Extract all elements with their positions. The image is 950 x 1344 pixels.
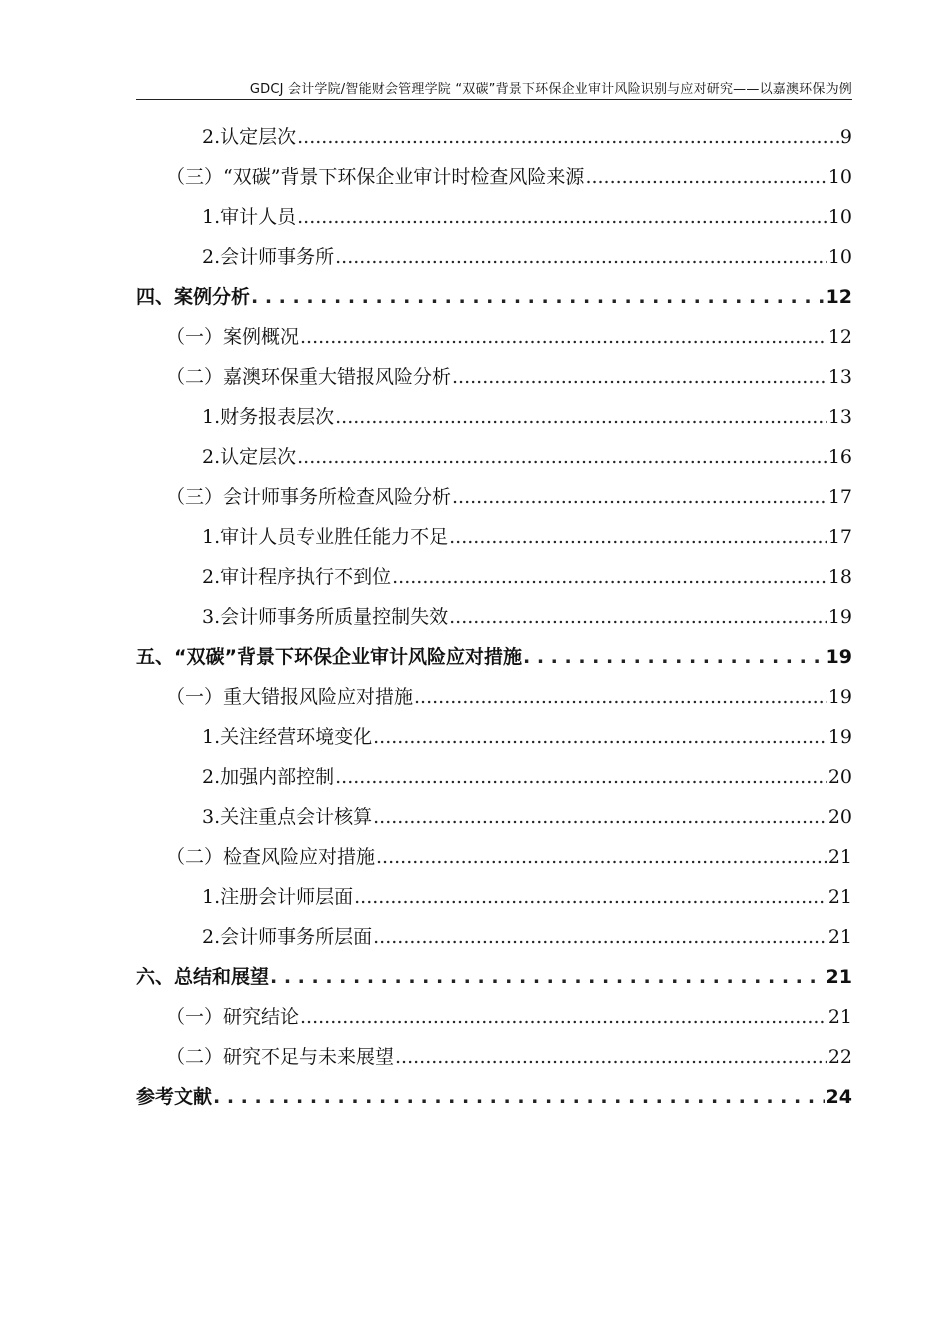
toc-entry-title: （三）会计师事务所检查风险分析	[166, 486, 452, 508]
toc-entry-page-number: 21	[827, 926, 852, 948]
toc-entry[interactable]	[136, 997, 852, 1037]
toc-dot-leader	[414, 677, 827, 717]
toc-entry-title: （一）重大错报风险应对措施	[166, 686, 414, 708]
toc-entry[interactable]	[136, 357, 852, 397]
toc-entry-title: 2.会计师事务所	[202, 246, 335, 268]
toc-entry-page-number: 10	[827, 166, 852, 188]
toc-entry[interactable]	[136, 837, 852, 877]
toc-entry-title: 五、“双碳”背景下环保企业审计风险应对措施	[136, 646, 522, 668]
toc-entry-title: 1.关注经营环境变化	[202, 726, 373, 748]
toc-entry[interactable]	[136, 237, 852, 277]
toc-entry-page-number: 10	[827, 246, 852, 268]
toc-dot-leader	[449, 597, 827, 637]
toc-entry-page-number: 22	[827, 1046, 852, 1068]
toc-entry[interactable]	[136, 197, 852, 237]
toc-entry-title: 3.关注重点会计核算	[202, 806, 373, 828]
toc-entry-page-number: 19	[825, 646, 852, 668]
toc-dot-leader	[449, 517, 827, 557]
toc-dot-leader	[523, 637, 825, 677]
toc-entry-title: （一）案例概况	[166, 326, 300, 348]
toc-entry-page-number: 13	[827, 366, 852, 388]
toc-entry-page-number: 21	[827, 1006, 852, 1028]
toc-entry-page-number: 17	[827, 526, 852, 548]
toc-dot-leader	[335, 237, 827, 277]
toc-entry-title: （二）嘉澳环保重大错报风险分析	[166, 366, 452, 388]
toc-dot-leader	[270, 957, 825, 997]
toc-dot-leader	[297, 197, 827, 237]
toc-dot-leader	[373, 917, 827, 957]
toc-entry-page-number: 10	[827, 206, 852, 228]
toc-entry-title: （二）检查风险应对措施	[166, 846, 376, 868]
toc-dot-leader	[376, 837, 827, 877]
toc-entry-title: （一）研究结论	[166, 1006, 300, 1028]
toc-entry-page-number: 19	[827, 686, 852, 708]
toc-dot-leader	[452, 357, 827, 397]
toc-entry[interactable]	[136, 797, 852, 837]
toc-dot-leader	[297, 437, 827, 477]
toc-dot-leader	[373, 797, 827, 837]
toc-entry-page-number: 16	[827, 446, 852, 468]
toc-entry[interactable]	[136, 597, 852, 637]
toc-entry-page-number: 9	[839, 126, 852, 148]
header-divider	[136, 99, 852, 100]
toc-entry-title: 2.认定层次	[202, 446, 297, 468]
toc-entry[interactable]	[136, 437, 852, 477]
toc-entry[interactable]	[136, 397, 852, 437]
toc-entry[interactable]	[136, 757, 852, 797]
toc-entry-page-number: 21	[827, 846, 852, 868]
toc-dot-leader	[354, 877, 827, 917]
toc-entry-title: 2.加强内部控制	[202, 766, 335, 788]
toc-entry[interactable]	[136, 117, 852, 157]
toc-entry[interactable]	[136, 477, 852, 517]
toc-entry-page-number: 20	[827, 806, 852, 828]
toc-entry[interactable]	[136, 317, 852, 357]
toc-entry[interactable]	[136, 957, 852, 997]
toc-entry[interactable]	[136, 917, 852, 957]
toc-entry-page-number: 12	[827, 326, 852, 348]
toc-entry-title: 1.财务报表层次	[202, 406, 335, 428]
toc-entry-title: （二）研究不足与未来展望	[166, 1046, 395, 1068]
toc-dot-leader	[335, 757, 827, 797]
toc-entry-title: 参考文献	[136, 1086, 213, 1108]
toc-dot-leader	[213, 1077, 825, 1117]
toc-entry-title: 2.会计师事务所层面	[202, 926, 373, 948]
toc-entry-title: 1.审计人员专业胜任能力不足	[202, 526, 449, 548]
toc-entry-page-number: 19	[827, 726, 852, 748]
toc-entry-title: 1.注册会计师层面	[202, 886, 354, 908]
toc-entry[interactable]	[136, 1077, 852, 1117]
toc-entry[interactable]	[136, 637, 852, 677]
toc-entry[interactable]	[136, 517, 852, 557]
toc-entry-page-number: 13	[827, 406, 852, 428]
toc-entry[interactable]	[136, 157, 852, 197]
toc-entry-title: 2.审计程序执行不到位	[202, 566, 392, 588]
toc-entry[interactable]	[136, 717, 852, 757]
toc-dot-leader	[335, 397, 827, 437]
toc-dot-leader	[395, 1037, 827, 1077]
table-of-contents	[136, 117, 852, 1117]
toc-dot-leader	[392, 557, 827, 597]
toc-dot-leader	[297, 117, 839, 157]
toc-dot-leader	[300, 997, 827, 1037]
toc-entry-page-number: 20	[827, 766, 852, 788]
toc-dot-leader	[373, 717, 827, 757]
toc-entry-page-number: 21	[825, 966, 852, 988]
toc-entry[interactable]	[136, 677, 852, 717]
toc-entry-page-number: 18	[827, 566, 852, 588]
toc-entry-title: 六、总结和展望	[136, 966, 270, 988]
toc-dot-leader	[300, 317, 827, 357]
toc-dot-leader	[251, 277, 825, 317]
toc-entry[interactable]	[136, 877, 852, 917]
toc-dot-leader	[585, 157, 826, 197]
toc-entry-page-number: 24	[825, 1086, 852, 1108]
toc-entry-title: （三）“双碳”背景下环保企业审计时检查风险来源	[166, 166, 585, 188]
toc-dot-leader	[452, 477, 827, 517]
toc-entry[interactable]	[136, 1037, 852, 1077]
toc-entry-title: 四、案例分析	[136, 286, 251, 308]
toc-entry-page-number: 21	[827, 886, 852, 908]
toc-entry-page-number: 17	[827, 486, 852, 508]
toc-entry-title: 3.会计师事务所质量控制失效	[202, 606, 449, 628]
toc-entry-title: 2.认定层次	[202, 126, 297, 148]
toc-entry-page-number: 12	[825, 286, 852, 308]
page-header: GDCJ 会计学院/智能财会管理学院 “双碳”背景下环保企业审计风险识别与应对研究——以嘉澳环保为例	[249, 82, 852, 97]
toc-entry[interactable]	[136, 277, 852, 317]
toc-entry-title: 1.审计人员	[202, 206, 297, 228]
toc-entry[interactable]	[136, 557, 852, 597]
toc-entry-page-number: 19	[827, 606, 852, 628]
